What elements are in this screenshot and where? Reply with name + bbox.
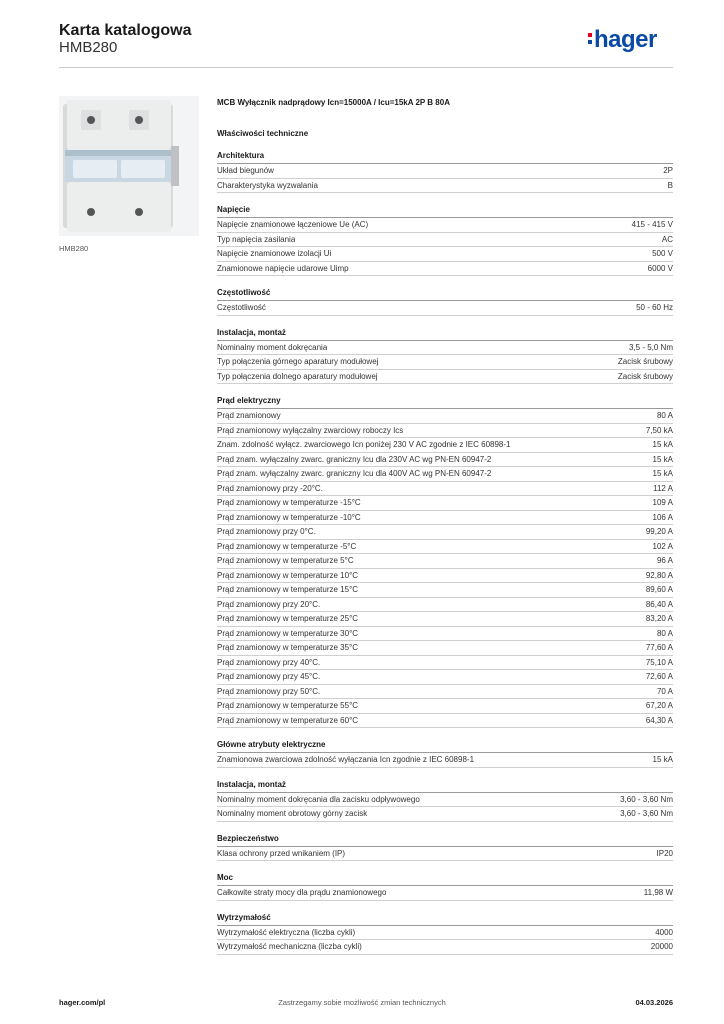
- spec-label: Prąd znamionowy przy 45°C.: [217, 672, 321, 681]
- spec-row: [217, 685, 673, 700]
- header-divider: [59, 67, 673, 68]
- section-title: Architektura: [217, 149, 673, 164]
- logo-text: hager: [594, 26, 657, 53]
- spec-section: [217, 326, 673, 385]
- spec-value: 64,30 A: [645, 715, 673, 725]
- spec-value: 6000 V: [647, 263, 673, 273]
- spec-label: Typ połączenia górnego aparatury modułowej: [217, 357, 379, 366]
- spec-label: Prąd znam. wyłączalny zwarc. graniczny Icu dla 230V AC wg PN-EN 60947-2: [217, 454, 492, 464]
- spec-section: [217, 394, 673, 728]
- spec-label: Prąd znamionowy w temperaturze -10°C: [217, 512, 361, 522]
- spec-value: 72,60 A: [645, 672, 673, 681]
- spec-row: [217, 370, 673, 385]
- spec-value: 3,60 - 3,60 Nm: [620, 809, 673, 818]
- spec-label: Prąd znamionowy w temperaturze 35°C: [217, 643, 359, 652]
- spec-row: [217, 341, 673, 356]
- spec-label: Nominalny moment obrotowy górny zacisk: [217, 809, 368, 818]
- spec-label: Prąd znamionowy w temperaturze 60°C: [217, 715, 359, 725]
- spec-row: [217, 438, 673, 453]
- spec-label: Prąd znamionowy w temperaturze -15°C: [217, 498, 361, 507]
- spec-label: Klasa ochrony przed wnikaniem (IP): [217, 848, 346, 858]
- spec-row: [217, 233, 673, 248]
- spec-row: [217, 525, 673, 540]
- spec-value: 83,20 A: [645, 614, 673, 623]
- section-title: Instalacja, montaż: [217, 778, 673, 793]
- spec-label: Prąd znamionowy w temperaturze 30°C: [217, 628, 359, 638]
- spec-value: B: [667, 180, 673, 190]
- spec-label: Nominalny moment dokręcania dla zacisku odpływowego: [217, 794, 420, 804]
- spec-row: [217, 807, 673, 822]
- spec-value: 15 kA: [652, 454, 673, 464]
- section-title: Prąd elektryczny: [217, 394, 673, 409]
- footer-website: hager.com/pl: [59, 998, 106, 1007]
- spec-section: [217, 286, 673, 316]
- spec-row: [217, 598, 673, 613]
- spec-value: 86,40 A: [645, 599, 673, 609]
- footer-disclaimer: Zastrzegamy sobie możliwość zmian technicznych: [278, 998, 446, 1007]
- spec-row: [217, 424, 673, 439]
- section-title: Główne atrybuty elektryczne: [217, 738, 673, 753]
- spec-label: Prąd znam. wyłączalny zwarc. graniczny Icu dla 400V AC wg PN-EN 60947-2: [217, 469, 492, 478]
- spec-value: 80 A: [656, 411, 673, 420]
- spec-value: 67,20 A: [645, 701, 673, 710]
- spec-row: [217, 847, 673, 862]
- spec-section: [217, 832, 673, 862]
- spec-section: [217, 738, 673, 768]
- spec-row: [217, 453, 673, 468]
- section-title: Wytrzymałość: [217, 911, 673, 926]
- product-description: MCB Wyłącznik nadprądowy Icn=15000A / Icu=15kA 2P B 80A: [217, 98, 450, 107]
- spec-value: Zacisk śrubowy: [617, 357, 673, 366]
- spec-row: [217, 793, 673, 808]
- spec-row: [217, 218, 673, 233]
- spec-label: Nominalny moment dokręcania: [217, 342, 328, 352]
- spec-label: Prąd znamionowy w temperaturze 5°C: [217, 556, 354, 565]
- spec-value: Zacisk śrubowy: [617, 371, 673, 381]
- spec-label: Prąd znamionowy w temperaturze 15°C: [217, 585, 359, 594]
- spec-label: Częstotliwość: [217, 303, 266, 312]
- spec-row: [217, 670, 673, 685]
- spec-label: Znamionowe napięcie udarowe Uimp: [217, 263, 349, 273]
- spec-value: 4000: [655, 927, 673, 937]
- spec-value: 112 A: [653, 483, 673, 493]
- product-image-caption: HMB280: [59, 244, 89, 253]
- spec-row: [217, 699, 673, 714]
- spec-row: [217, 540, 673, 555]
- spec-value: 3,5 - 5,0 Nm: [628, 342, 673, 352]
- spec-row: [217, 612, 673, 627]
- spec-row: [217, 511, 673, 526]
- spec-row: [217, 583, 673, 598]
- product-reference: HMB280: [59, 39, 118, 56]
- spec-row: [217, 753, 673, 768]
- spec-label: Układ biegunów: [217, 166, 274, 175]
- spec-row: [217, 301, 673, 316]
- spec-section: [217, 203, 673, 276]
- spec-value: 92,80 A: [645, 570, 673, 580]
- logo-dots-icon: [588, 26, 592, 47]
- spec-row: [217, 179, 673, 194]
- spec-section: [217, 871, 673, 901]
- spec-value: 15 kA: [652, 440, 673, 449]
- document-title: Karta katalogowa: [59, 22, 192, 39]
- spec-value: 99,20 A: [645, 527, 673, 536]
- section-title: Instalacja, montaż: [217, 326, 673, 341]
- spec-label: Znam. zdolność wyłącz. zwarciowego Icn poniżej 230 V AC zgodnie z IEC 60898-1: [217, 440, 511, 449]
- spec-value: 106 A: [652, 512, 673, 522]
- spec-value: 96 A: [656, 556, 673, 565]
- spec-value: 70 A: [656, 686, 673, 696]
- spec-value: 15 kA: [652, 469, 673, 478]
- spec-value: 102 A: [652, 541, 673, 551]
- spec-label: Prąd znamionowy wyłączalny zwarciowy roboczy Ics: [217, 425, 404, 435]
- spec-value: 77,60 A: [645, 643, 673, 652]
- spec-row: [217, 656, 673, 671]
- technical-content: [217, 96, 673, 965]
- spec-label: Prąd znamionowy w temperaturze 55°C: [217, 701, 359, 710]
- spec-value: 11,98 W: [643, 888, 673, 897]
- spec-label: Typ napięcia zasilania: [217, 234, 296, 244]
- spec-label: Wytrzymałość elektryczna (liczba cykli): [217, 927, 356, 937]
- product-image: [59, 96, 199, 236]
- section-title: Moc: [217, 871, 673, 886]
- hager-logo: [588, 26, 657, 54]
- spec-label: Napięcie znamionowe łączeniowe Ue (AC): [217, 220, 369, 229]
- spec-label: Znamionowa zwarciowa zdolność wyłączania Icn zgodnie z IEC 60898-1: [217, 755, 475, 764]
- spec-row: [217, 409, 673, 424]
- spec-row: [217, 569, 673, 584]
- spec-label: Wytrzymałość mechaniczna (liczba cykli): [217, 942, 362, 951]
- spec-section: [217, 778, 673, 822]
- spec-row: [217, 714, 673, 729]
- spec-label: Prąd znamionowy przy 20°C.: [217, 599, 321, 609]
- section-title: Napięcie: [217, 203, 673, 218]
- spec-value: 15 kA: [652, 755, 673, 764]
- spec-row: [217, 886, 673, 901]
- spec-label: Całkowite straty mocy dla prądu znamionowego: [217, 888, 387, 897]
- footer-date: 04.03.2026: [635, 998, 673, 1007]
- spec-value: 89,60 A: [645, 585, 673, 594]
- spec-label: Napięcie znamionowe izolacji Ui: [217, 249, 332, 258]
- spec-value: 415 - 415 V: [631, 220, 673, 229]
- spec-label: Prąd znamionowy w temperaturze 10°C: [217, 570, 359, 580]
- spec-value: 3,60 - 3,60 Nm: [620, 794, 673, 804]
- spec-value: 50 - 60 Hz: [636, 303, 673, 312]
- spec-value: 7,50 kA: [645, 425, 673, 435]
- spec-value: 500 V: [652, 249, 673, 258]
- spec-row: [217, 164, 673, 179]
- spec-row: [217, 247, 673, 262]
- spec-label: Typ połączenia dolnego aparatury modułowej: [217, 371, 378, 381]
- spec-value: 75,10 A: [645, 657, 673, 667]
- spec-row: [217, 926, 673, 941]
- spec-label: Prąd znamionowy w temperaturze 25°C: [217, 614, 359, 623]
- spec-section: [217, 149, 673, 193]
- spec-label: Prąd znamionowy przy 40°C.: [217, 657, 321, 667]
- spec-row: [217, 627, 673, 642]
- properties-heading: Właściwości techniczne: [217, 129, 309, 138]
- spec-value: AC: [661, 234, 673, 244]
- section-title: Częstotliwość: [217, 286, 673, 301]
- spec-row: [217, 467, 673, 482]
- section-title: Bezpieczeństwo: [217, 832, 673, 847]
- spec-label: Prąd znamionowy: [217, 411, 281, 420]
- spec-row: [217, 355, 673, 370]
- spec-row: [217, 496, 673, 511]
- spec-label: Prąd znamionowy przy -20°C.: [217, 483, 323, 493]
- spec-row: [217, 554, 673, 569]
- spec-label: Prąd znamionowy w temperaturze -5°C: [217, 541, 357, 551]
- spec-section: [217, 911, 673, 955]
- spec-row: [217, 641, 673, 656]
- spec-value: IP20: [656, 848, 673, 858]
- spec-value: 2P: [663, 166, 673, 175]
- spec-row: [217, 940, 673, 955]
- spec-row: [217, 482, 673, 497]
- spec-label: Prąd znamionowy przy 50°C.: [217, 686, 321, 696]
- spec-row: [217, 262, 673, 277]
- spec-label: Prąd znamionowy przy 0°C.: [217, 527, 316, 536]
- properties-sections: [217, 149, 673, 955]
- spec-value: 80 A: [656, 628, 673, 638]
- spec-label: Charakterystyka wyzwalania: [217, 180, 318, 190]
- spec-value: 20000: [650, 942, 673, 951]
- spec-value: 109 A: [652, 498, 673, 507]
